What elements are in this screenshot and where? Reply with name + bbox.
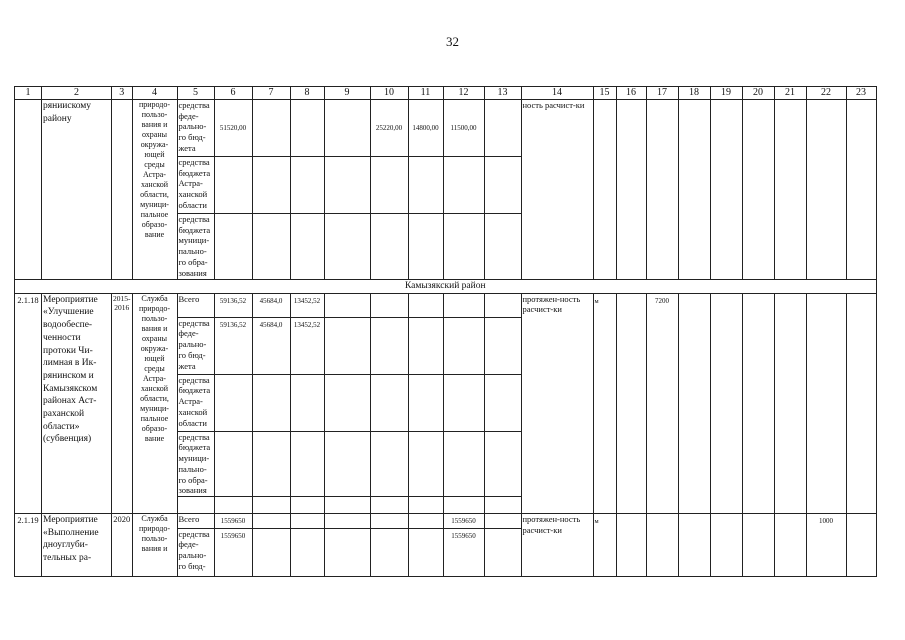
header-cell: 4 [132, 87, 177, 100]
value-cell: 1559650 [443, 528, 484, 576]
unit-cell: м [593, 293, 616, 513]
value-cell: 45684,0 [252, 317, 290, 374]
funding-source: средства бюджета муници-пально-го обра-зования [177, 214, 214, 280]
header-cell: 6 [214, 87, 252, 100]
table-row [15, 513, 877, 528]
funding-source: средства бюджета муници-пально-го обра-зования [177, 431, 214, 496]
value-cell: 1559650 [214, 528, 252, 576]
header-cell: 19 [710, 87, 742, 100]
years: 2020 [112, 513, 133, 576]
header-cell: 8 [290, 87, 324, 100]
header-cell: 1 [15, 87, 42, 100]
value-cell: 45684,0 [252, 293, 290, 317]
header-cell: 13 [484, 87, 521, 100]
value-cell: 51520,00 [214, 100, 252, 157]
years: 2015-2016 [112, 293, 133, 513]
header-cell: 22 [806, 87, 846, 100]
header-cell: 17 [646, 87, 678, 100]
funding-source: средства бюджета Астра-ханской области [177, 157, 214, 214]
header-cell: 21 [774, 87, 806, 100]
header-cell: 15 [593, 87, 616, 100]
program-table [14, 86, 877, 577]
measure-name: Мероприятие «Выполнение дноуглуби-тельных ра- [42, 513, 112, 576]
district-heading: Камызякский район [15, 280, 877, 294]
measure-number: 2.1.18 [15, 293, 42, 513]
executor: Служба природо-пользо-вания и [132, 513, 177, 576]
header-cell: 3 [112, 87, 133, 100]
value-cell: 13452,52 [290, 293, 324, 317]
page-number: 32 [446, 34, 459, 49]
value-cell: 14800,00 [408, 100, 443, 157]
value-cell: 1000 [806, 513, 846, 576]
header-cell: 23 [846, 87, 876, 100]
header-cell: 12 [443, 87, 484, 100]
value-cell: 1559650 [214, 513, 252, 528]
header-cell: 14 [521, 87, 593, 100]
funding-source: средства бюджета Астра-ханской области [177, 374, 214, 431]
district-row [15, 280, 877, 294]
header-cell: 20 [742, 87, 774, 100]
unit-cell: м [593, 513, 616, 576]
indicator-name: протяжен-ность расчист-ки [521, 513, 593, 576]
header-cell: 10 [370, 87, 408, 100]
measure-number: 2.1.19 [15, 513, 42, 576]
header-cell: 7 [252, 87, 290, 100]
table-row [15, 100, 877, 157]
indicator-name: ность расчист-ки [521, 100, 593, 280]
value-cell: 11500,00 [443, 100, 484, 157]
executor: природо-пользо-вания и охраны окружа-ющей среды Астра-ханской области, муници-пальное образо-вание [132, 100, 177, 280]
indicator-name: протяжен-ность расчист-ки [521, 293, 593, 513]
header-cell: 9 [324, 87, 370, 100]
table-row [15, 293, 877, 317]
funding-source: средства феде-рально-го бюд-жета [177, 100, 214, 157]
header-cell: 16 [616, 87, 646, 100]
measure-name: ряниискому районy [42, 100, 112, 280]
header-cell: 5 [177, 87, 214, 100]
measure-name: Мероприятие «Улучшение водообеспе-ченности протоки Чи-лимная в Ик-рянинском и Камызякском районах Аст-раханской области» (субвенция) [42, 293, 112, 513]
header-cell: 18 [678, 87, 710, 100]
header-cell: 2 [42, 87, 112, 100]
value-cell: 7200 [646, 293, 678, 513]
value-cell: 59136,52 [214, 317, 252, 374]
funding-source: средства феде-рально-го бюд-жета [177, 317, 214, 374]
header-cell: 11 [408, 87, 443, 100]
value-cell: 1559650 [443, 513, 484, 528]
funding-source: Всего [177, 513, 214, 528]
header-row [15, 87, 877, 100]
funding-source: средства феде-рально-го бюд- [177, 528, 214, 576]
value-cell: 13452,52 [290, 317, 324, 374]
value-cell: 59136,52 [214, 293, 252, 317]
executor: Служба природо-пользо-вания и охраны окружа-ющей среды Астра-ханской области, муници-пальное образо-вание [132, 293, 177, 513]
funding-source: Всего [177, 293, 214, 317]
value-cell: 25220,00 [370, 100, 408, 157]
